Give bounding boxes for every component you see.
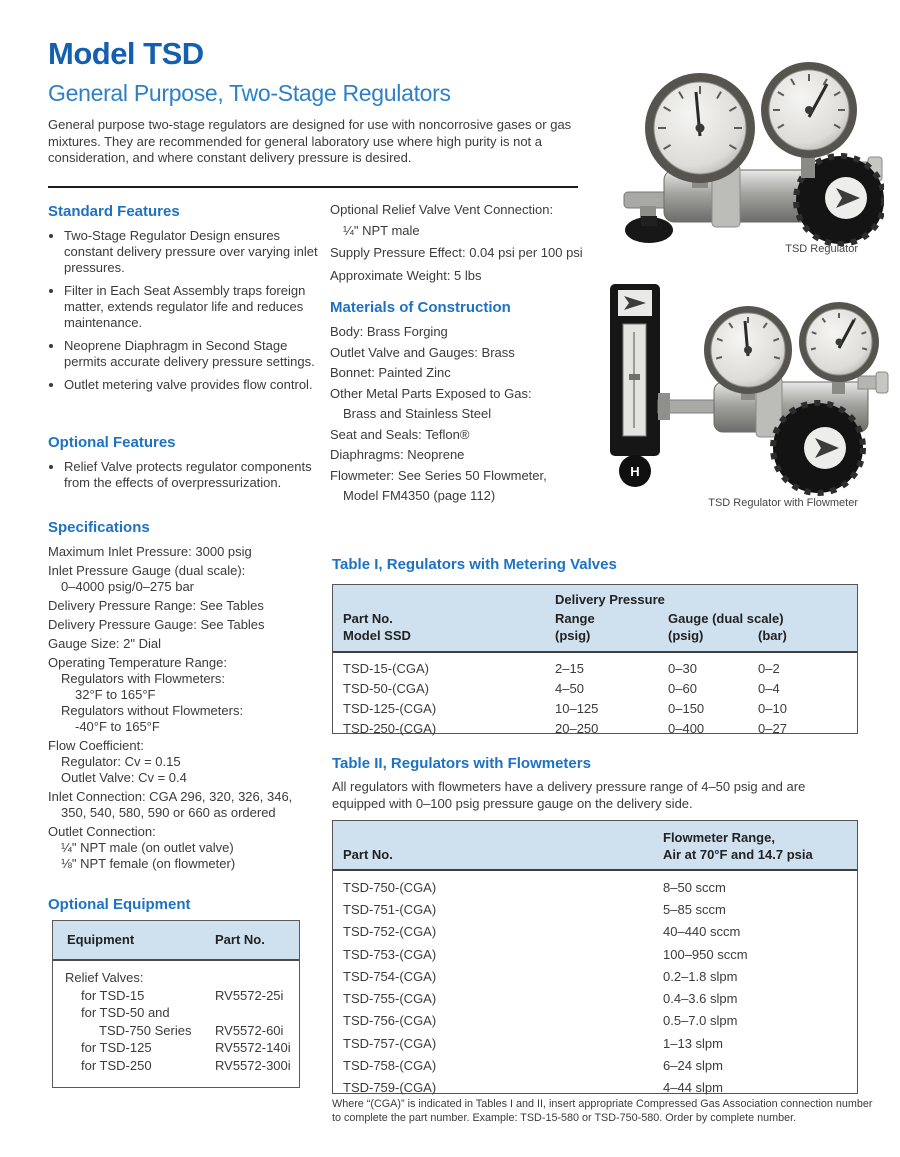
table-row	[53, 987, 299, 1005]
table2	[332, 820, 858, 1094]
material-line: Body: Brass Forging	[330, 324, 448, 339]
flow-range-cell: 4–44 slpm	[663, 1080, 723, 1096]
part-no-cell: RV5572-60i	[215, 1022, 284, 1038]
materials-section	[330, 299, 592, 505]
flow-range-cell: 1–13 slpm	[663, 1035, 723, 1051]
equipment-cell: TSD-750 Series	[99, 1022, 192, 1038]
spec-line: Inlet Connection: CGA 296, 320, 326, 346,	[48, 789, 293, 804]
standard-features-section	[48, 203, 320, 400]
tsd-regulator-flowmeter-photo	[596, 282, 890, 496]
flow-range-cell: 0.4–3.6 slpm	[663, 991, 738, 1007]
part-no-cell: TSD-756-(CGA)	[343, 1013, 437, 1029]
table-row	[333, 921, 857, 943]
column-header-part-no: Part No.	[215, 932, 265, 947]
specifications-section	[48, 519, 320, 872]
tsd-regulator-photo	[612, 50, 884, 246]
part-no-cell: TSD-758-(CGA)	[343, 1058, 437, 1074]
part-no-cell: TSD-15-(CGA)	[343, 660, 429, 676]
optional-equipment-heading: Optional Equipment	[48, 896, 191, 913]
table1-header	[333, 585, 857, 653]
spec-line: ⅛" NPT female (on flowmeter)	[61, 856, 236, 871]
flow-range-cell: 100–950 sccm	[663, 946, 748, 962]
flow-range-cell: 0.2–1.8 slpm	[663, 968, 738, 984]
feature-item: • Filter in Each Seat Assembly traps foreign matter, extends regulator life and reduces maintenance.	[64, 283, 320, 331]
materials-heading: Materials of Construction	[330, 299, 511, 316]
gauge-psig-cell: 0–150	[668, 700, 705, 716]
spec-line: ¼" NPT male (on outlet valve)	[61, 840, 234, 855]
table1-title: Table I, Regulators with Metering Valves	[332, 556, 617, 573]
cga-footnote: Where “(CGA)” is indicated in Tables I and II, insert appropriate Compressed Gas Association connection number to complete the part number. Example: TSD-15-580 or TSD-750-580. Order by complete number.	[332, 1098, 873, 1124]
table-row	[333, 965, 857, 987]
group-header-delivery-pressure: Delivery Pressure	[555, 592, 665, 607]
part-no-cell: RV5572-25i	[215, 987, 284, 1003]
table-row	[53, 1004, 299, 1022]
column-header-flowmeter-conditions: Air at 70°F and 14.7 psia	[663, 847, 813, 862]
part-no-cell: TSD-250-(CGA)	[343, 720, 437, 736]
spec-line: Regulators with Flowmeters:	[61, 671, 225, 686]
material-line: Brass and Stainless Steel	[343, 406, 492, 421]
column-header-part-no: Part No.	[343, 847, 393, 862]
optional-equipment-body	[53, 961, 299, 1074]
flow-range-cell: 5–85 sccm	[663, 901, 726, 917]
column-header-range: Range	[555, 611, 595, 626]
equipment-cell: for TSD-50 and	[81, 1005, 170, 1020]
part-no-cell	[215, 969, 299, 987]
spec-line: Optional Relief Valve Vent Connection:	[330, 202, 554, 217]
material-line: Bonnet: Painted Zinc	[330, 365, 451, 380]
optional-features-list	[48, 459, 320, 491]
pipe-nut	[658, 393, 670, 420]
column-header-gauge-bar: (bar)	[758, 628, 787, 643]
table-row	[333, 987, 857, 1009]
part-no-cell: TSD-50-(CGA)	[343, 680, 429, 696]
column-header-part-no: Part No.	[343, 611, 393, 626]
column-header-model-ssd: Model SSD	[343, 628, 411, 643]
spec-line: 350, 540, 580, 590 or 660 as ordered	[61, 805, 276, 820]
flow-range-cell: 8–50 sccm	[663, 879, 726, 895]
table1	[332, 584, 858, 734]
material-line: Flowmeter: See Series 50 Flowmeter,	[330, 467, 547, 483]
part-no-cell: RV5572-140i	[215, 1040, 291, 1055]
header-divider	[48, 186, 578, 188]
flow-range-cell: 6–24 slpm	[663, 1058, 723, 1074]
gauge-psig-cell: 0–60	[668, 680, 697, 696]
range-cell: 10–125	[555, 700, 599, 716]
page-subtitle: General Purpose, Two-Stage Regulators	[48, 80, 451, 106]
part-no-cell: TSD-125-(CGA)	[343, 700, 437, 716]
adjustment-knob	[773, 403, 863, 493]
part-no-cell: TSD-752-(CGA)	[343, 924, 437, 940]
spec-line: Approximate Weight: 5 lbs	[330, 267, 482, 283]
material-line: Seat and Seals: Teflon®	[330, 426, 470, 442]
material-line: Diaphragms: Neoprene	[330, 447, 465, 462]
material-line: Outlet Valve and Gauges: Brass	[330, 344, 515, 360]
table-row	[333, 1032, 857, 1054]
optional-features-heading: Optional Features	[48, 434, 176, 451]
part-no-cell: TSD-755-(CGA)	[343, 991, 437, 1007]
spec-line: 32°F to 165°F	[75, 687, 156, 702]
standard-features-heading: Standard Features	[48, 203, 180, 220]
column-header-flowmeter-range: Flowmeter Range,	[663, 830, 775, 845]
spec-line: Flow Coefficient:	[48, 738, 144, 753]
inlet-gauge-icon	[704, 306, 792, 394]
flow-range-cell: 40–440 sccm	[663, 924, 741, 940]
gauge-psig-cell: 0–30	[668, 660, 697, 676]
gauge-bar-cell: 0–27	[758, 720, 787, 736]
equipment-cell: for TSD-250	[81, 1057, 152, 1073]
table-row	[53, 1022, 299, 1040]
table-row	[53, 1039, 299, 1057]
intro-paragraph: General purpose two-stage regulators are designed for use with noncorrosive gases or gas mixtures. They are recommended for general laboratory use where high purity is not a consideration, and where constant delivery pressure is desired.	[48, 117, 572, 165]
table2-header	[333, 821, 857, 871]
feature-item: • Outlet metering valve provides flow control.	[64, 377, 320, 393]
column-header-gauge-psig: (psig)	[668, 628, 704, 643]
range-cell: 20–250	[555, 720, 599, 736]
part-no-cell: TSD-754-(CGA)	[343, 968, 437, 984]
flow-range-cell: 0.5–7.0 slpm	[663, 1013, 738, 1029]
delivery-gauge-icon	[799, 302, 879, 382]
specifications-heading: Specifications	[48, 519, 150, 536]
table-row	[333, 678, 857, 698]
optional-equipment-header	[53, 921, 299, 961]
part-no-cell	[215, 1004, 299, 1022]
spec-line: -40°F to 165°F	[75, 719, 160, 734]
table-row	[53, 1057, 299, 1075]
flowmeter-h-label: H	[630, 464, 640, 479]
spec-line: Outlet Connection:	[48, 824, 156, 839]
optional-equipment-table	[52, 920, 300, 1088]
spec-line: Delivery Pressure Range: See Tables	[48, 598, 264, 613]
table-row	[333, 718, 857, 738]
column-header-range-units: (psig)	[555, 628, 591, 643]
part-no-cell: TSD-753-(CGA)	[343, 946, 437, 962]
feature-item: • Relief Valve protects regulator components from the effects of overpressurization.	[64, 459, 320, 491]
table-row	[333, 1054, 857, 1076]
connections-section	[330, 202, 592, 284]
equipment-cell: for TSD-125	[81, 1040, 152, 1055]
table-row	[333, 898, 857, 920]
part-no-cell: TSD-750-(CGA)	[343, 879, 437, 895]
table-row	[333, 876, 857, 898]
spec-line: Supply Pressure Effect: 0.04 psi per 100 psi	[330, 245, 583, 260]
feature-item: • Two-Stage Regulator Design ensures constant delivery pressure over varying inlet pressures.	[64, 228, 320, 276]
flowmeter-caption: TSD Regulator with Flowmeter	[708, 497, 858, 509]
optional-features-section	[48, 434, 320, 498]
spec-line: 0–4000 psig/0–275 bar	[61, 579, 195, 594]
table-row	[333, 1010, 857, 1032]
part-no-cell: TSD-759-(CGA)	[343, 1080, 437, 1096]
equipment-cell: Relief Valves:	[65, 970, 144, 985]
gauge-psig-cell: 0–400	[668, 720, 705, 736]
spec-line: Regulators without Flowmeters:	[61, 703, 244, 718]
table2-title: Table II, Regulators with Flowmeters	[332, 755, 591, 772]
spec-line: Delivery Pressure Gauge: See Tables	[48, 617, 265, 632]
part-no-cell: RV5572-300i	[215, 1057, 291, 1073]
regulator-caption: TSD Regulator	[785, 243, 858, 255]
material-line: Model FM4350 (page 112)	[343, 488, 496, 503]
part-no-cell: TSD-751-(CGA)	[343, 901, 437, 917]
part-no-cell: TSD-757-(CGA)	[343, 1035, 437, 1051]
spec-line: Outlet Valve: Cv = 0.4	[61, 770, 187, 785]
standard-features-list	[48, 228, 320, 393]
table-row	[333, 1077, 857, 1099]
table-row	[333, 658, 857, 678]
spec-line: ¼" NPT male	[343, 222, 420, 238]
table2-intro: All regulators with flowmeters have a delivery pressure range of 4–50 psig and are equipped with 0–100 psig pressure gauge on the delivery side.	[332, 779, 806, 811]
column-header-equipment: Equipment	[67, 932, 135, 947]
range-cell: 2–15	[555, 660, 584, 676]
spec-line: Regulator: Cv = 0.15	[61, 754, 181, 769]
page-title: Model TSD	[48, 36, 204, 71]
spec-line: Maximum Inlet Pressure: 3000 psig	[48, 544, 252, 559]
material-line: Other Metal Parts Exposed to Gas:	[330, 385, 532, 401]
gauge-bar-cell: 0–10	[758, 700, 787, 716]
inlet-gauge-icon	[645, 73, 755, 183]
delivery-gauge-icon	[761, 62, 857, 158]
spec-line: Gauge Size: 2" Dial	[48, 636, 162, 651]
spec-line: Inlet Pressure Gauge (dual scale):	[48, 563, 246, 578]
table-row	[333, 943, 857, 965]
flowmeter	[610, 284, 660, 487]
spec-line: Operating Temperature Range:	[48, 655, 227, 670]
range-cell: 4–50	[555, 680, 584, 696]
gauge-bar-cell: 0–2	[758, 660, 780, 676]
table-row	[333, 698, 857, 718]
feature-item: • Neoprene Diaphragm in Second Stage permits accurate delivery pressure settings.	[64, 338, 320, 370]
gauge-bar-cell: 0–4	[758, 680, 780, 696]
table-row	[53, 969, 299, 987]
column-header-gauge: Gauge (dual scale)	[668, 611, 784, 626]
equipment-cell: for TSD-15	[81, 987, 145, 1003]
